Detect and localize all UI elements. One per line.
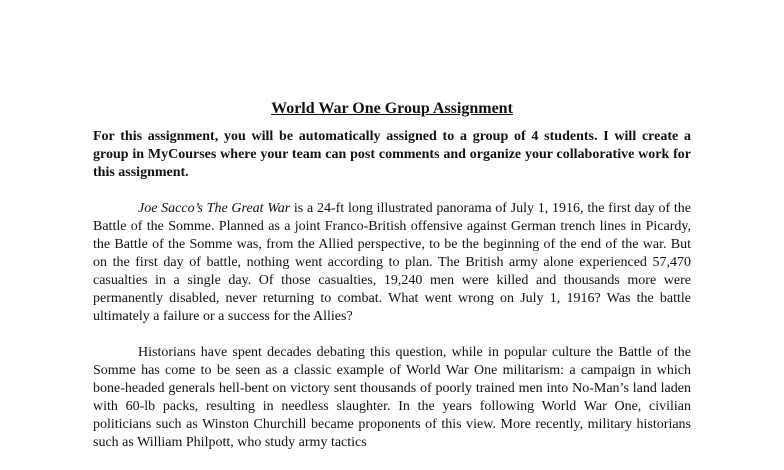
paragraph-2 (93, 344, 691, 452)
paragraph-1-text: is a 24-ft long illustrated panorama of July 1, 1916, the first day of the Battle of the Somme. Planned as a joint Franco-British offensive against German trench lines in Picardy, the Battle of the Somme was, from the Allied perspective, to be the beginning of the end of the war. But on the first day of battle, nothing went according to plan. The British army alone experienced 57,470 casualties in a single day. Of those casualties, 19,240 men were killed and thousands more were permanently disabled, never returning to combat. What went wrong on July 1, 1916? Was the battle ultimately a failure or a success for the Allies? (93, 201, 691, 324)
document-title: World War One Group Assignment (271, 100, 513, 117)
intro-paragraph: For this assignment, you will be automatically assigned to a group of 4 students. I will create a group in MyCourses where your team can post comments and organize your collaborative work for this assignment. (93, 129, 691, 180)
paragraph-1 (93, 200, 691, 326)
document-body (93, 100, 691, 470)
book-title-italic: Joe Sacco’s The Great War (138, 201, 291, 216)
paragraph-2-text: Historians have spent decades debating this question, while in popular culture the Battle of the Somme has come to be seen as a classic example of World War One militarism: a campaign in which bone-headed generals hell-bent on victory sent thousands of poorly trained men into No-Man’s land laden with 60-lb packs, resulting in needless slaughter. In the years following World War One, civilian politicians such as Winston Churchill became proponents of this view. More recently, military historians such as William Philpott, who study army tactics (93, 345, 691, 450)
